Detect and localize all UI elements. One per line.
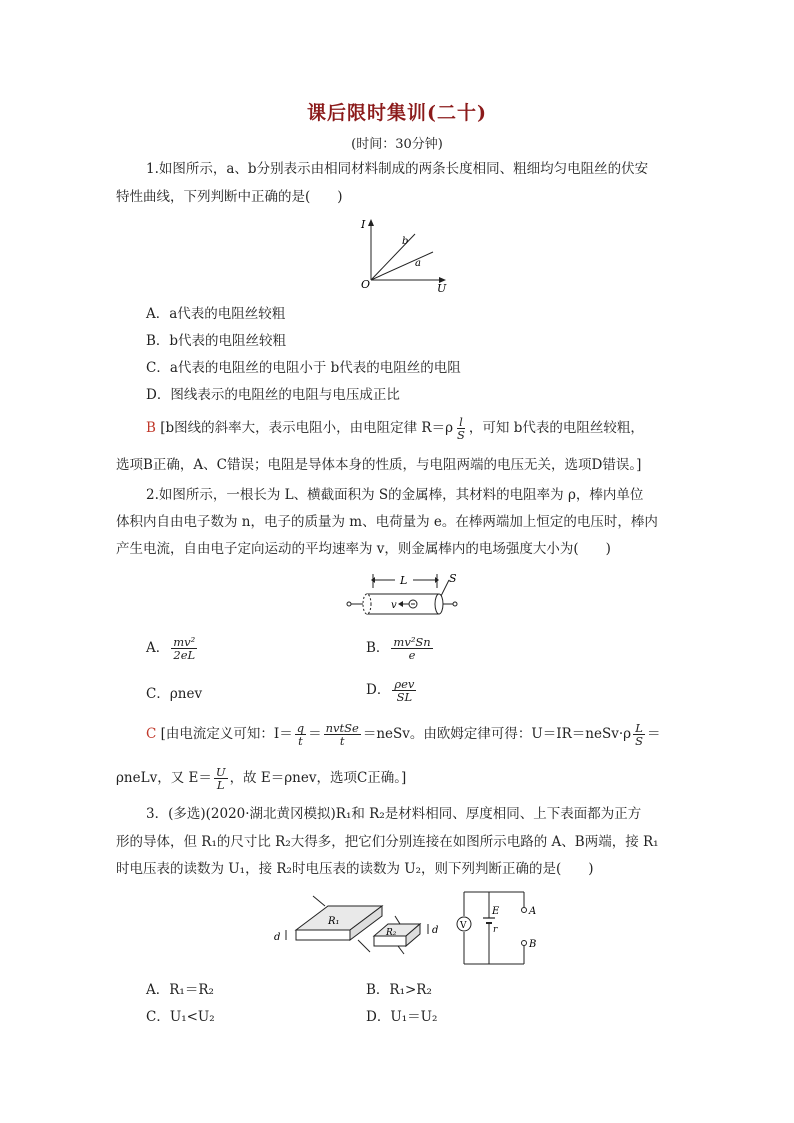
q3-stem-line-2: 形的导体，但 R₁的尺寸比 R₂大得多，把它们分别连接在如图所示电路的 A、B两端，接 R₁ bbox=[116, 834, 659, 850]
q1-expl-part: [b图线的斜率大，表示电阻小，由电阻定律 R＝ρ bbox=[160, 420, 454, 436]
q3-stem-line-3: 时电压表的读数为 U₁，接 R₂时电压表的读数为 U₂，则下列判断正确的是( ) bbox=[116, 861, 594, 877]
q2-option-b: B． $\frac{\text{mv²Sn}}{e}$ bbox=[366, 635, 431, 662]
graph-y-label: I bbox=[361, 218, 366, 231]
q2-option-d: D． $\frac{\text{ρev}}{SL}$ bbox=[366, 677, 415, 704]
q3-option-a: A．R₁＝R₂ bbox=[146, 982, 214, 998]
q2-stem-line-1: 2.如图所示，一根长为 L、横截面积为 S的金属棒，其材料的电阻率为 ρ，棒内单位 bbox=[146, 487, 644, 503]
q2-explanation-line-1: C [由电流定义可知：I＝ $\frac{q}{t}$ ＝ $\frac{\text{nvtSe}}{t}$ ＝neSv。由欧姆定律可得：U＝IR＝neSv·ρ $\frac{L}{S}$ ＝ bbox=[146, 721, 661, 748]
q1-option-c: C．a代表的电阻丝的电阻小于 b代表的电阻丝的电阻 bbox=[146, 360, 461, 376]
q3-option-c: C．U₁<U₂ bbox=[146, 1009, 215, 1025]
q1-explanation-line-2: 选项B正确，A、C错误；电阻是导体本身的性质，与电阻两端的电压无关，选项D错误。] bbox=[116, 457, 642, 473]
q1-option-a: A．a代表的电阻丝较粗 bbox=[146, 306, 286, 322]
q2-answer-letter: C bbox=[146, 726, 157, 742]
iu-graph bbox=[355, 214, 455, 294]
q2-option-c: C．ρnev bbox=[146, 686, 203, 702]
time-note: (时间：30分钟) bbox=[351, 137, 443, 152]
internal-resistance-label: r bbox=[493, 925, 498, 935]
rod-area-label: S bbox=[449, 572, 457, 585]
rod-length-label: L bbox=[400, 574, 408, 587]
metal-rod-figure bbox=[345, 566, 465, 618]
emf-label: E bbox=[492, 906, 500, 917]
page-title: 课后限时集训(二十) bbox=[307, 102, 487, 124]
resistors-figure bbox=[270, 888, 450, 964]
r1-thickness-label: d bbox=[274, 932, 281, 943]
graph-x-label: U bbox=[437, 282, 447, 294]
circuit-figure bbox=[452, 888, 542, 970]
r2-thickness-label: d bbox=[432, 925, 439, 936]
voltmeter-label: V bbox=[460, 921, 467, 931]
q3-option-b: B．R₁>R₂ bbox=[366, 982, 432, 998]
q1-answer-letter: B bbox=[146, 420, 156, 436]
q3-option-d: D．U₁＝U₂ bbox=[366, 1009, 438, 1025]
terminal-a-label: A bbox=[529, 906, 537, 917]
q3-stem-line-1: 3．(多选)(2020·湖北黄冈模拟)R₁和 R₂是材料相同、厚度相同、上下表面都为正方 bbox=[146, 806, 642, 822]
q2-explanation-line-2: ρneLv，又 E＝ $\frac{U}{L}$ ，故 E＝ρnev，选项C正确。] bbox=[116, 765, 407, 792]
q2-option-a: A． $\frac{\text{mv²}}{2eL}$ bbox=[146, 635, 196, 662]
q1-explanation-line-1 bbox=[146, 416, 644, 441]
r2-label: R₂ bbox=[386, 928, 397, 938]
q1-fraction: $\frac{l}{S}$ bbox=[457, 415, 465, 442]
q1-option-d: D．图线表示的电阻丝的电阻与电压成正比 bbox=[146, 387, 400, 403]
graph-line-a-label: a bbox=[415, 258, 421, 269]
terminal-b-label: B bbox=[529, 939, 537, 950]
graph-line-b-label: b bbox=[402, 236, 409, 247]
rod-velocity-label: v bbox=[391, 600, 397, 611]
q2-stem-line-3: 产生电流，自由电子定向运动的平均速率为 v，则金属棒内的电场强度大小为( ) bbox=[116, 541, 611, 557]
q1-stem-line-1: 1.如图所示，a、b分别表示由相同材料制成的两条长度相同、粗细均匀电阻丝的伏安 bbox=[146, 161, 649, 177]
graph-origin-label: O bbox=[361, 278, 371, 291]
q1-option-b: B．b代表的电阻丝较粗 bbox=[146, 333, 287, 349]
q1-expl-part-2: ，可知 b代表的电阻丝较粗， bbox=[468, 420, 644, 436]
q1-stem-line-2: 特性曲线，下列判断中正确的是( ) bbox=[116, 189, 343, 205]
q2-stem-line-2: 体积内自由电子数为 n，电子的质量为 m、电荷量为 e。在棒两端加上恒定的电压时，棒内 bbox=[116, 514, 658, 530]
r1-label: R₁ bbox=[328, 916, 340, 927]
